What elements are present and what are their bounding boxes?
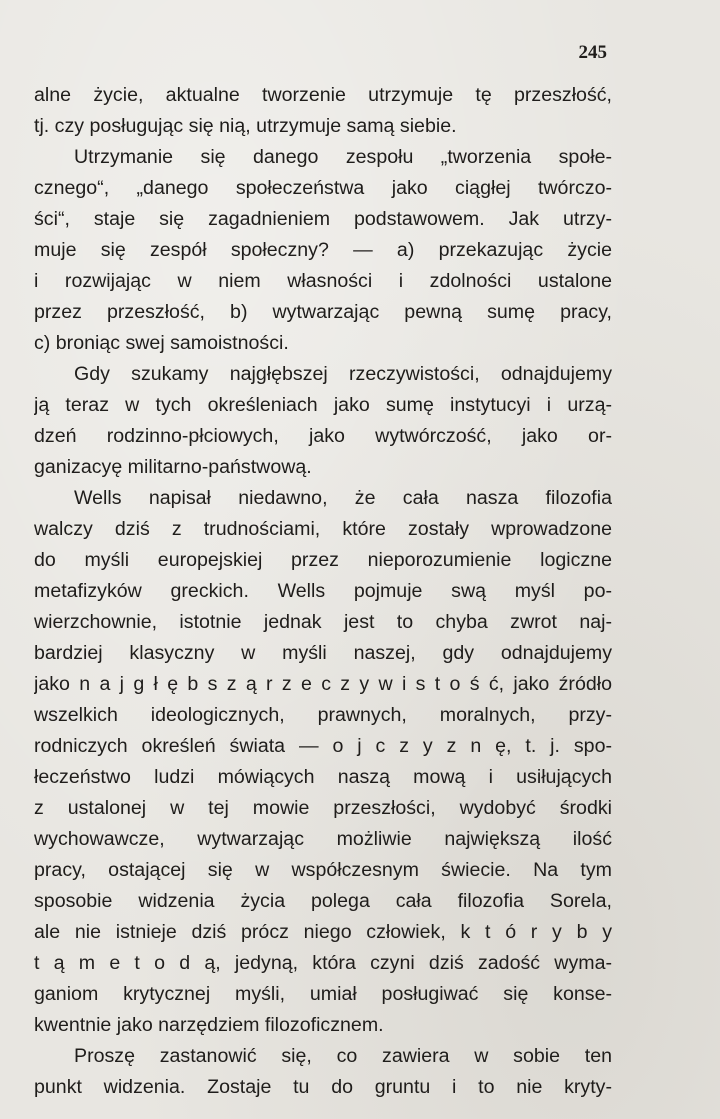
text-line: wierzchownie, istotnie jednak jest to chyba zwrot naj- — [34, 611, 612, 633]
text-line: bardziej klasyczny w myśli naszej, gdy odnajdujemy — [34, 642, 612, 664]
text-line: dzeń rodzinno-płciowych, jako wytwórczość, jako or- — [34, 425, 612, 447]
text-line: ale nie istnieje dziś prócz niego człowiek, k t ó r y b y — [34, 921, 612, 943]
text-line: cznego“, „danego społeczeństwa jako ciągłej twórczo- — [34, 177, 612, 199]
text-line: walczy dziś z trudnościami, które zostały wprowadzone — [34, 518, 612, 540]
text-line: i rozwijając w niem własności i zdolności ustalone — [34, 270, 612, 292]
text-line: do myśli europejskiej przez nieporozumienie logiczne — [34, 549, 612, 571]
paragraph-start-line: Utrzymanie się danego zespołu „tworzenia społe- — [74, 146, 612, 168]
text-line: metafizyków greckich. Wells pojmuje swą myśl po- — [34, 580, 612, 602]
text-line: alne życie, aktualne tworzenie utrzymuje tę przeszłość, — [34, 84, 612, 106]
paragraph-start-line: Proszę zastanowić się, co zawiera w sobie ten — [74, 1045, 612, 1067]
text-line: tj. czy posługując się nią, utrzymuje samą siebie. — [34, 115, 457, 137]
text-line: wychowawcze, wytwarzając możliwie największą ilość — [34, 828, 612, 850]
paragraph-start-line: Wells napisał niedawno, że cała nasza filozofia — [74, 487, 612, 509]
page-number: 245 — [578, 42, 607, 63]
text-line: przez przeszłość, b) wytwarzając pewną sumę pracy, — [34, 301, 612, 323]
body-text — [34, 80, 612, 1103]
text-line: jako n a j g ł ę b s z ą r z e c z y w i s t o ś ć, jako źródło — [34, 673, 612, 695]
text-line: pracy, ostającej się w współczesnym świecie. Na tym — [34, 859, 612, 881]
text-line: rodniczych określeń świata — o j c z y z n ę, t. j. spo- — [34, 735, 612, 757]
text-line: ści“, staje się zagadnieniem podstawowem. Jak utrzy- — [34, 208, 612, 230]
text-line: wszelkich ideologicznych, prawnych, moralnych, przy- — [34, 704, 612, 726]
text-line: z ustalonej w tej mowie przeszłości, wydobyć środki — [34, 797, 612, 819]
text-line: ganizacyę militarno-państwową. — [34, 456, 312, 478]
text-line: ją teraz w tych określeniach jako sumę instytucyi i urzą- — [34, 394, 612, 416]
text-line: muje się zespół społeczny? — a) przekazując życie — [34, 239, 612, 261]
text-line: sposobie widzenia życia polega cała filozofia Sorela, — [34, 890, 612, 912]
text-line: t ą m e t o d ą, jedyną, która czyni dziś zadość wyma- — [34, 952, 612, 974]
text-line: punkt widzenia. Zostaje tu do gruntu i to nie kryty- — [34, 1076, 612, 1098]
text-line: łeczeństwo ludzi mówiących naszą mową i usiłujących — [34, 766, 612, 788]
text-line: ganiom krytycznej myśli, umiał posługiwać się konse- — [34, 983, 612, 1005]
paragraph-start-line: Gdy szukamy najgłębszej rzeczywistości, odnajdujemy — [74, 363, 612, 385]
text-line: kwentnie jako narzędziem filozoficznem. — [34, 1014, 384, 1036]
text-line: c) broniąc swej samoistności. — [34, 332, 289, 354]
